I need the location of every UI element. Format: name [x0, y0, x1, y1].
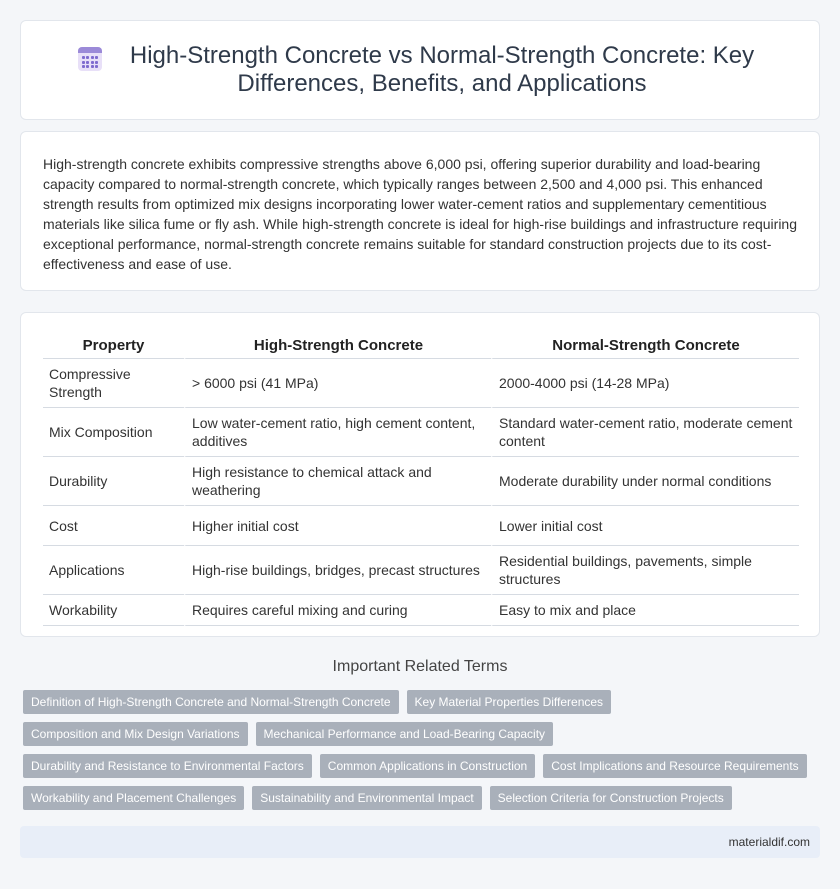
row-normal-strength: Lower initial cost: [491, 506, 799, 546]
calendar-icon: [78, 47, 102, 71]
tag-row: [23, 722, 823, 746]
related-tag[interactable]: Composition and Mix Design Variations: [23, 722, 248, 746]
row-normal-strength: Standard water-cement ratio, moderate cement content: [491, 408, 799, 457]
row-property: Cost: [43, 506, 184, 546]
table-row: [43, 595, 799, 626]
related-terms-title: Important Related Terms: [332, 658, 508, 675]
row-property: Workability: [43, 595, 184, 626]
comparison-table: [43, 333, 799, 626]
page-title: High-Strength Concrete vs Normal-Strength Concrete: Key Differences, Benefits, and Applications: [129, 42, 755, 97]
row-high-strength: Higher initial cost: [184, 506, 491, 546]
tag-row: [23, 786, 823, 810]
related-tag[interactable]: Definition of High-Strength Concrete and Normal-Strength Concrete: [23, 690, 399, 714]
row-property: Durability: [43, 457, 184, 506]
related-tag[interactable]: Selection Criteria for Construction Projects: [490, 786, 732, 810]
related-tag[interactable]: Key Material Properties Differences: [407, 690, 612, 714]
header-normal-strength: Normal-Strength Concrete: [491, 333, 799, 359]
table-row: [43, 546, 799, 595]
row-high-strength: Requires careful mixing and curing: [184, 595, 491, 626]
table-header-row: [43, 333, 799, 359]
row-high-strength: > 6000 psi (41 MPa): [184, 359, 491, 408]
row-property: Applications: [43, 546, 184, 595]
related-tag[interactable]: Durability and Resistance to Environmental Factors: [23, 754, 312, 778]
table-row: [43, 359, 799, 408]
table-row: [43, 457, 799, 506]
related-tag[interactable]: Sustainability and Environmental Impact: [252, 786, 481, 810]
footer: [20, 826, 820, 858]
table-row: [43, 408, 799, 457]
related-tag[interactable]: Common Applications in Construction: [320, 754, 535, 778]
table-row: [43, 506, 799, 546]
related-tag[interactable]: Workability and Placement Challenges: [23, 786, 244, 810]
row-high-strength: High-rise buildings, bridges, precast structures: [184, 546, 491, 595]
header-card: [20, 20, 820, 120]
related-tag[interactable]: Cost Implications and Resource Requirements: [543, 754, 806, 778]
row-property: Compressive Strength: [43, 359, 184, 408]
footer-site-link[interactable]: materialdif.com: [728, 835, 810, 849]
comparison-card: [20, 312, 820, 637]
intro-text: High-strength concrete exhibits compressive strengths above 6,000 psi, offering superior durability and load-bearing capacity compared to normal-strength concrete, which typically ranges between 2,500 and 4,000 psi. This enhanced strength results from optimized mix designs incorporating lower water-cement ratios and supplementary cementitious materials like silica fume or fly ash. While high-strength concrete is ideal for high-rise buildings and infrastructure requiring exceptional performance, normal-strength concrete remains suitable for standard construction projects due to its cost-effectiveness and ease of use.: [43, 156, 798, 272]
row-property: Mix Composition: [43, 408, 184, 457]
row-normal-strength: Residential buildings, pavements, simple structures: [491, 546, 799, 595]
row-high-strength: High resistance to chemical attack and weathering: [184, 457, 491, 506]
intro-card: [20, 131, 820, 291]
row-normal-strength: Easy to mix and place: [491, 595, 799, 626]
row-normal-strength: 2000-4000 psi (14-28 MPa): [491, 359, 799, 408]
header-high-strength: High-Strength Concrete: [184, 333, 491, 359]
row-high-strength: Low water-cement ratio, high cement content, additives: [184, 408, 491, 457]
related-tag[interactable]: Mechanical Performance and Load-Bearing Capacity: [256, 722, 554, 746]
related-terms-tags: [23, 690, 823, 818]
tag-row: [23, 754, 823, 778]
tag-row: [23, 690, 823, 714]
row-normal-strength: Moderate durability under normal conditions: [491, 457, 799, 506]
header-property: Property: [43, 333, 184, 359]
